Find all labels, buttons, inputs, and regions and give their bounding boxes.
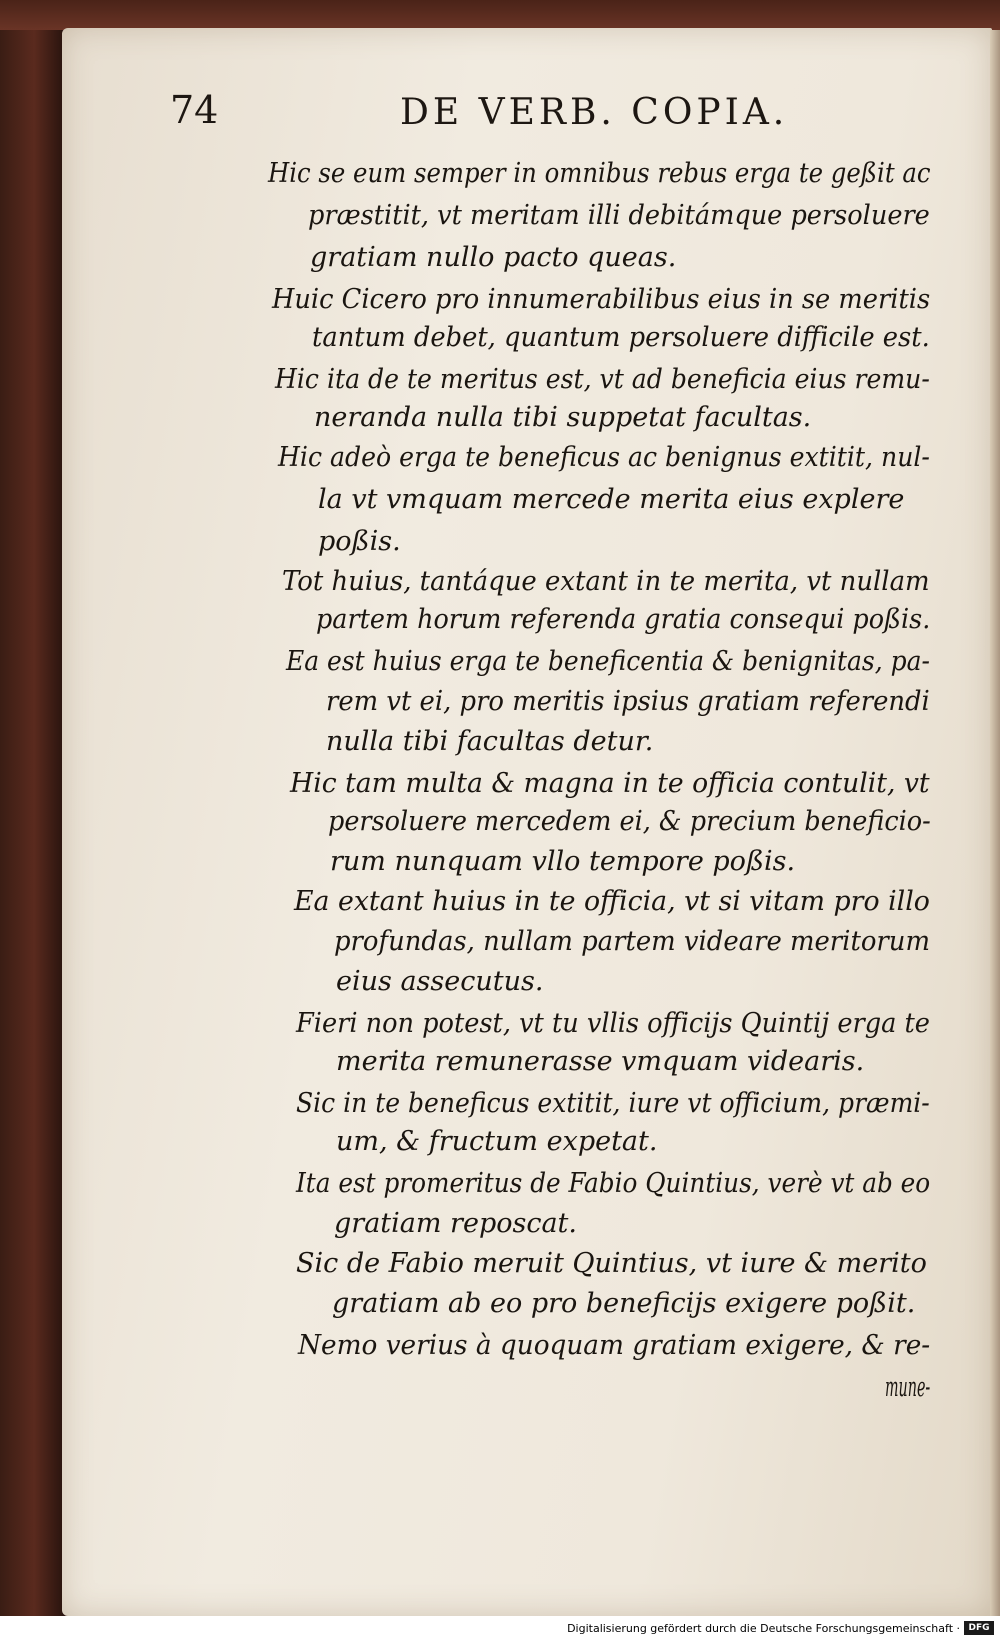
book-top-edge <box>0 0 1000 30</box>
text-line: Nemo verius à quoquam gratiam exigere, & re- <box>298 1330 931 1361</box>
text-line: partem horum referenda gratia consequi poßis. <box>316 604 931 635</box>
text-line: rum nunquam vllo tempore poßis. <box>330 846 796 877</box>
running-title: DE VERB. COPIA. <box>400 92 789 133</box>
text-line: Tot huius, tantáque extant in te merita, vt nullam <box>282 566 930 597</box>
footer-bar <box>0 1616 1000 1641</box>
text-line: tantum debet, quantum persoluere difficile est. <box>312 322 930 353</box>
catchword: mune- <box>885 1372 931 1403</box>
text-line: gratiam nullo pacto queas. <box>310 242 677 273</box>
text-line: la vt vmquam mercede merita eius explere <box>318 484 905 515</box>
text-line: Huic Cicero pro innumerabilibus eius in se meritis <box>272 284 931 315</box>
text-line: profundas, nullam partem videare meritorum <box>334 926 930 957</box>
text-line: merita remunerasse vmquam videaris. <box>336 1046 865 1077</box>
page-number: 74 <box>170 88 219 132</box>
text-line: Hic adeò erga te beneficus ac benignus extitit, nul- <box>278 442 930 473</box>
book-left-edge <box>0 0 62 1641</box>
text-line: præstitit, vt meritam illi debitámque persoluere <box>308 200 930 231</box>
text-line: neranda nulla tibi suppetat facultas. <box>314 402 812 433</box>
text-line: Fieri non potest, vt tu vllis officijs Quintij erga te <box>296 1008 930 1039</box>
text-line: gratiam reposcat. <box>334 1208 577 1239</box>
text-line: Ea extant huius in te officia, vt si vitam pro illo <box>294 886 930 917</box>
text-line: Hic ita de te meritus est, vt ad beneficia eius remu- <box>275 364 930 395</box>
text-line: eius assecutus. <box>336 966 544 997</box>
text-line: rem vt ei, pro meritis ipsius gratiam referendi <box>326 686 930 717</box>
text-line: Ita est promeritus de Fabio Quintius, verè vt ab eo <box>296 1168 931 1199</box>
footer-credit: Digitalisierung gefördert durch die Deutsche Forschungsgemeinschaft · <box>567 1622 960 1635</box>
text-line: persoluere mercedem ei, & precium beneficio- <box>328 806 931 837</box>
text-line: Sic de Fabio meruit Quintius, vt iure & merito <box>296 1248 927 1279</box>
text-line: poßis. <box>318 526 401 557</box>
text-line: um, & fructum expetat. <box>336 1126 658 1157</box>
text-line: Ea est huius erga te beneficentia & benignitas, pa- <box>286 646 930 677</box>
book-right-edge <box>990 30 1000 1616</box>
dfg-logo: DFG <box>964 1621 994 1635</box>
text-line: gratiam ab eo pro beneficijs exigere poßit. <box>332 1288 916 1319</box>
text-line: Hic se eum semper in omnibus rebus erga te geßit ac <box>268 158 931 189</box>
text-line: Sic in te beneficus extitit, iure vt officium, præmi- <box>296 1088 930 1119</box>
text-line: nulla tibi facultas detur. <box>326 726 654 757</box>
text-line: Hic tam multa & magna in te officia contulit, vt <box>290 768 930 799</box>
